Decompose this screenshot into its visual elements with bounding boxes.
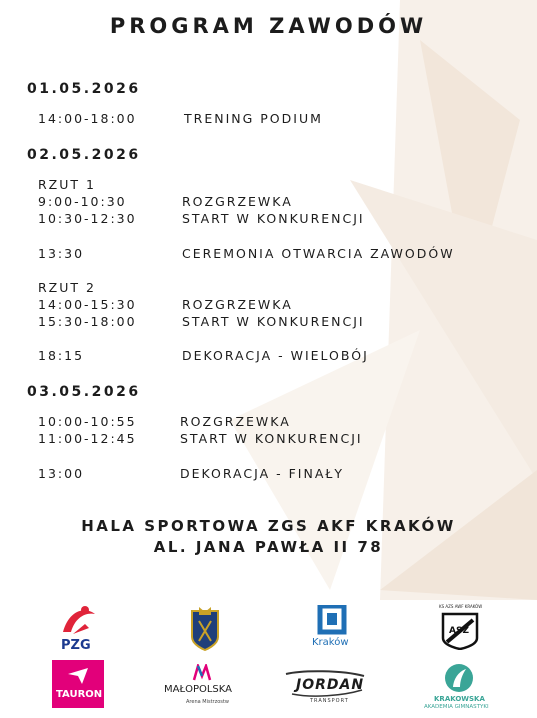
time: 10:00-10:55 [38,414,137,429]
venue-name: HALA SPORTOWA ZGS AKF KRAKÓW [81,517,456,535]
date-day-2: 02.05.2026 [27,147,141,163]
pzg-gymnast-icon [55,604,101,638]
event: START W KONKURENCJI [182,314,365,329]
event: ROZGRZEWKA [182,194,293,209]
jordan-text: JORDAN [296,677,365,693]
rzut-2-label: RZUT 2 [38,280,96,295]
event: ROZGRZEWKA [182,297,293,312]
malopolska-text: MAŁOPOLSKA [164,684,233,695]
event: DEKORACJA - FINAŁY [180,466,345,481]
tauron-text: TAURON [56,689,103,700]
event: DEKORACJA - WIELOBÓJ [182,348,369,363]
asz-text: ASZ [449,626,469,636]
time: 13:30 [38,246,85,261]
pzg-text: PZG [61,638,91,653]
asz-logo [437,604,483,654]
akf-crest-icon [190,605,220,651]
kag-gymnast-icon [444,663,474,693]
date-day-3: 03.05.2026 [27,384,141,400]
jordan-sub-text: TRANSPORT [310,698,349,704]
krakow-emblem-icon [312,605,352,635]
event: START W KONKURENCJI [180,431,363,446]
time: 9:00-10:30 [38,194,127,209]
event: ROZGRZEWKA [180,414,291,429]
time: 10:30-12:30 [38,211,137,226]
asz-top-text: KS AZS AWF KRAKÓW [439,604,483,609]
event: START W KONKURENCJI [182,211,365,226]
time: 11:00-12:45 [38,431,137,446]
akf-logo [190,605,220,651]
date-day-1: 01.05.2026 [27,81,141,97]
jordan-logo [282,668,368,708]
tauron-logo [52,660,104,708]
pzg-logo [55,604,101,656]
time: 14:00-18:00 [38,111,137,126]
time: 13:00 [38,466,85,481]
event: TRENING PODIUM [184,111,323,126]
page-title: PROGRAM ZAWODÓW [109,14,428,38]
rzut-1-label: RZUT 1 [38,177,96,192]
time: 15:30-18:00 [38,314,137,329]
kag-text-1: KRAKOWSKA [434,695,485,703]
malopolska-sub-text: Arena Mistrzostw [186,699,229,705]
malopolska-mark-icon [192,664,212,682]
time: 14:00-15:30 [38,297,137,312]
krakowska-akademia-logo [420,663,500,715]
krakow-text: Kraków [312,637,349,648]
tauron-mark-icon [66,666,90,686]
event: CEREMONIA OTWARCIA ZAWODÓW [182,246,455,261]
krakow-logo [312,605,352,651]
malopolska-logo [160,664,244,710]
kag-text-2: AKADEMIA GIMNASTYKI [424,704,489,710]
time: 18:15 [38,348,85,363]
venue-address: AL. JANA PAWŁA II 78 [153,538,384,556]
